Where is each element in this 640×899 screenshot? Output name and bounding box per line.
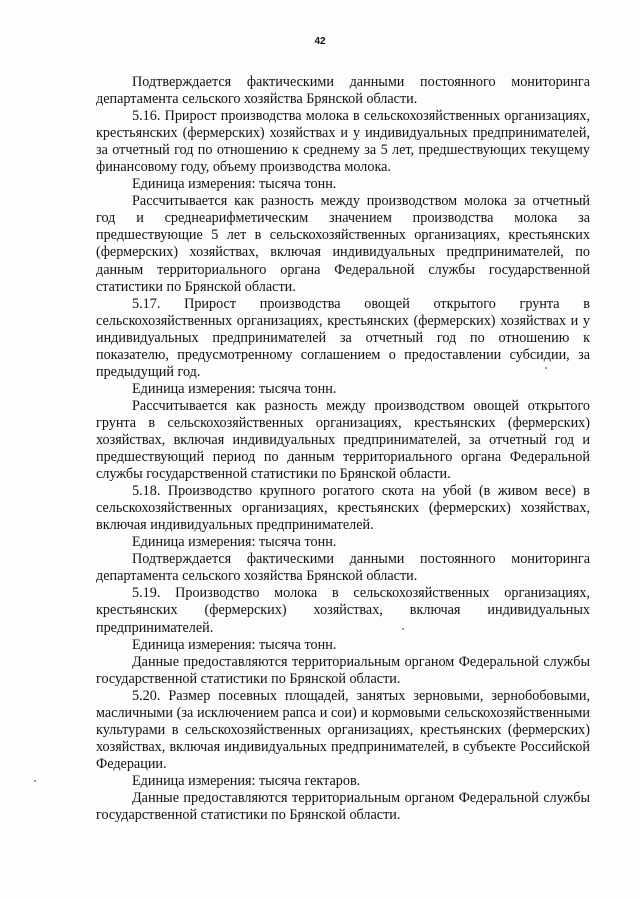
paragraph-calculation: Рассчитывается как разность между производством овощей открытого грунта в сельскохозяйственных организациях, крестьянских (фермерских) хозяйствах, включая индивидуальных предпринимателей, за отчетный год и предшествующий период по данным территориального органа Федеральной службы государственной статистики по Брянской области. [96,397,590,483]
scan-speck [34,780,36,782]
paragraph-5-20: 5.20. Размер посевных площадей, занятых зерновыми, зернобобовыми, масличными (за исключением рапса и сои) и кормовыми сельскохозяйственными культурами в сельскохозяйственных организациях, крестьянских (фермерских) хозяйствах, включая индивидуальных предпринимателей, в субъекте Российской Федерации. [96,687,590,772]
paragraph-unit: Единица измерения: тысяча тонн. [132,636,337,653]
paragraph-unit: Единица измерения: тысяча гектаров. [132,772,361,789]
paragraph-unit: Единица измерения: тысяча тонн. [132,176,337,193]
paragraph-data-source: Данные предоставляются территориальным органом Федеральной службы государственной статистики по Брянской области. [96,653,590,687]
paragraph-monitoring-confirmation: Подтверждается фактическими данными постоянного мониторинга департамента сельского хозяйства Брянской области. [96,551,590,585]
scan-speck [402,628,404,630]
page-number: 42 [314,36,326,47]
paragraph-5-17: 5.17. Прирост производства овощей открытого грунта в сельскохозяйственных организациях, крестьянских (фермерских) хозяйствах и у индивидуальных предпринимателей за отчетный год по отношению к показателю, предусмотренному соглашением о предоставлении субсидии, за предыдущий год. [96,295,590,380]
paragraph-calculation: Рассчитывается как разность между производством молока за отчетный год и среднеарифметическим значением производства молока за предшествующие 5 лет в сельскохозяйственных организациях, крестьянских (фермерских) хозяйствах, включая индивидуальных предпринимателей, по данным территориального органа Федеральной службы государственной статистики по Брянской области. [96,193,590,295]
paragraph-monitoring-confirmation: Подтверждается фактическими данными постоянного мониторинга департамента сельского хозяйства Брянской области. [96,74,590,108]
paragraph-unit: Единица измерения: тысяча тонн. [132,534,337,551]
paragraph-5-19: 5.19. Производство молока в сельскохозяйственных организациях, крестьянских (фермерских) хозяйствах, включая индивидуальных предпринимателей. [96,585,590,636]
paragraph-5-16: 5.16. Прирост производства молока в сельскохозяйственных организациях, крестьянских (фермерских) хозяйствах и у индивидуальных предпринимателей, за отчетный год по отношению к среднему за 5 лет, предшествующих текущему финансовому году, объему производства молока. [96,108,590,176]
paragraph-unit: Единица измерения: тысяча тонн. [132,380,337,397]
document-body [96,74,590,824]
paragraph-5-18: 5.18. Производство крупного рогатого скота на убой (в живом весе) в сельскохозяйственных организациях, крестьянских (фермерских) хозяйствах, включая индивидуальных предпринимателей. [96,483,590,534]
paragraph-data-source: Данные предоставляются территориальным органом Федеральной службы государственной статистики по Брянской области. [96,789,590,824]
scan-speck [545,367,547,369]
